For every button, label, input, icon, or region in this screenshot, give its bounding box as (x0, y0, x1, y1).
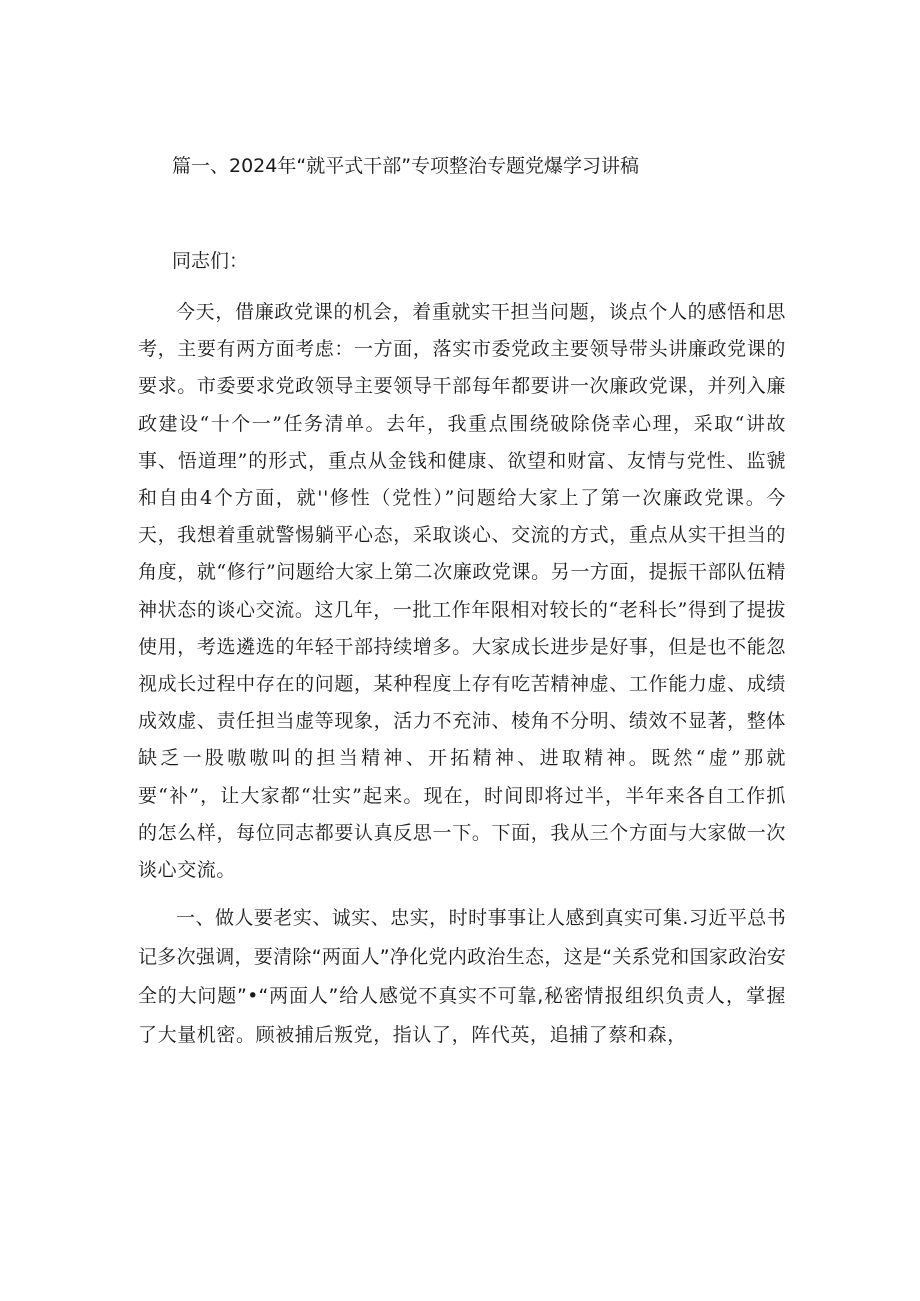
document-title: 篇一、2024年“就平式干部”专项整治专题党爆学习讲稿 (172, 155, 640, 177)
section-one-continuation-text: 秘密情报组织负责人，掌握了大量机密。顾被捕后叛党，指认了，阵代英，追捕了蔡和森， (138, 985, 786, 1047)
paragraph-intro: 今天，借廉政党课的机会，着重就实干担当问题，谈点个人的感悟和思考，主要有两方面考虑：一方面，落实市委党政主要领导带头讲廉政党课的要求。市委要求党政领导主要领导干部每年都要讲一次廉政党课，并列入廉政建设“十个一”任务清单。去年，我重点围绕破除侥幸心理，采取“讲故事、悟道理”的形式，重点从金钱和健康、欲望和财富、友情与党性、监虢和自由4个方面，就''修性（党性）”问题给大家上了第一次廉政党课。今天，我想着重就警惕躺平心态，采取谈心、交流的方式，重点从实干担当的角度，就“修行”问题给大家上第二次廉政党课。另一方面，提振干部队伍精神状态的谈心交流。这几年，一批工作年限相对较长的“老科长”得到了提拔使用，考选遴选的年轻干部持续增多。大家成长进步是好事，但是也不能忽视成长过程中存在的问题，某种程度上存有吃苦精神虚、工作能力虚、成绩成效虚、责任担当虚等现象，活力不充沛、棱角不分明、绩效不显著，整体缺乏一股嗷嗷叫的担当精神、开拓精神、进取精神。既然“虚”那就要“补”，让大家都“壮实”起来。现在，时间即将过半，半年来各自工作抓的怎么样，每位同志都要认真反思一下。下面，我从三个方面与大家做一次谈心交流。 (138, 301, 786, 882)
paragraph-section-one (138, 899, 786, 1055)
document-body (138, 243, 786, 1074)
salutation: 同志们： (172, 250, 249, 272)
section-one-heading-text: 一、做人要老实、诚实、忠实，时时事事让人感到真实可集.习近平总书记多次强调，要清除“两面人”净化党内政治生态，这是“关系党和国家政治安全的大问题”•“两面人”给人感觉不真实不可靠, (138, 907, 786, 1008)
